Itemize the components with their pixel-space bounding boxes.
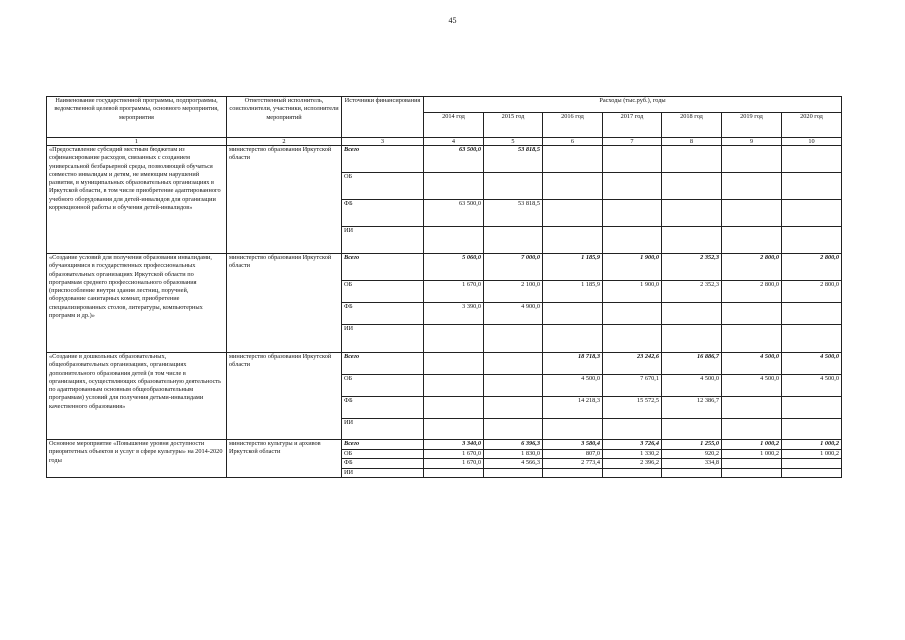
expense-value [424,173,484,200]
expense-value: 18 718,3 [543,353,603,375]
expense-value: 1 330,2 [603,450,662,459]
expense-value [424,353,484,375]
expense-value [782,419,842,440]
expense-value: 7 670,1 [603,375,662,397]
header-responsible: Ответственный исполнитель, соисполнители, участники, исполнители мероприятий [227,97,342,138]
funding-source: ИИ [342,468,424,477]
expense-value: 1 670,0 [424,281,484,303]
expense-value [782,173,842,200]
expense-value: 15 572,5 [603,397,662,419]
expense-value: 6 396,3 [484,440,543,450]
expense-value: 2 800,0 [722,254,782,281]
measure-description: Основное мероприятие «Повышение уровня доступности приоритетных объектов и услуг в сфере культуры» на 2014-2020 годы [47,440,227,478]
expense-value [722,227,782,254]
expense-value: 920,2 [662,450,722,459]
measure-responsible: министерство образования Иркутской области [227,254,342,353]
expense-value [543,146,603,173]
header-year: 2014 год [424,113,484,138]
measure-description: «Создание условий для получения образования инвалидами, обучающимися в государственных профессиональных образовательных организациях Иркутской области по программам среднего профессионального образования (приспособление внутри здания лестниц, поручней, оборудование санитарных комнат, приобретение специализированных столов, литературы, компьютерных программ и др.)» [47,254,227,353]
funding-source: ИИ [342,227,424,254]
expense-value: 3 390,0 [424,303,484,325]
funding-source: Всего [342,254,424,281]
measure-description: «Предоставление субсидий местным бюджетам из софинансирование расходов, связанных с созданием универсальной безбарьерной среды, позволяющей обучаться совместно инвалидам и детям, не имеющим нарушений развития, в муниципальных образовательных организациях в Иркутской области, в том числе приобретение адаптированного учебного оборудования для детей-инвалидов для организации коррекционной работы и обучения детей-инвалидов» [47,146,227,254]
expense-value [722,459,782,468]
expense-value [782,325,842,353]
expense-value [603,303,662,325]
expense-value [662,468,722,477]
expense-value: 53 818,5 [484,200,543,227]
measure-responsible: министерство культуры и архивов Иркутской области [227,440,342,478]
funding-source: ОБ [342,173,424,200]
expense-value [603,146,662,173]
expense-value [424,227,484,254]
column-number: 2 [227,138,342,146]
expense-value [424,419,484,440]
expense-value: 1 900,0 [603,254,662,281]
expense-value: 4 500,0 [722,353,782,375]
header-year: 2016 год [543,113,603,138]
expense-value [484,468,543,477]
expense-value: 1 000,2 [782,440,842,450]
funding-source: ФБ [342,397,424,419]
expense-value [782,227,842,254]
expense-value: 2 773,4 [543,459,603,468]
expense-value [543,303,603,325]
expense-value: 14 218,3 [543,397,603,419]
funding-source: Всего [342,440,424,450]
column-number: 8 [662,138,722,146]
header-year: 2019 год [722,113,782,138]
header-expenses: Расходы (тыс.руб.), годы [424,97,842,113]
expense-value [543,200,603,227]
expense-value [722,419,782,440]
expense-value: 2 800,0 [722,281,782,303]
expense-value [662,173,722,200]
expense-value: 2 352,3 [662,281,722,303]
funding-source: ИИ [342,325,424,353]
expense-value: 63 500,0 [424,146,484,173]
funding-source: ИИ [342,419,424,440]
expense-value [782,459,842,468]
column-number: 9 [722,138,782,146]
funding-source: ФБ [342,200,424,227]
expense-value: 4 500,0 [782,353,842,375]
expense-value [603,325,662,353]
column-number: 1 [47,138,227,146]
header-year: 2020 год [782,113,842,138]
expense-value [484,375,543,397]
expense-value: 16 886,7 [662,353,722,375]
column-number: 3 [342,138,424,146]
expense-value: 1 000,2 [782,450,842,459]
expense-value [662,325,722,353]
funding-source: ФБ [342,303,424,325]
page-number: 45 [448,16,457,25]
expense-value [722,173,782,200]
expense-value: 3 340,0 [424,440,484,450]
expense-value: 1 900,0 [603,281,662,303]
expense-value [722,468,782,477]
expense-value [424,468,484,477]
table-row [47,146,842,173]
expense-value [603,173,662,200]
expense-value: 4 900,0 [484,303,543,325]
table-row [47,254,842,281]
table-row [47,440,842,450]
expense-value [484,397,543,419]
expense-value: 23 242,6 [603,353,662,375]
expense-value: 334,8 [662,459,722,468]
expense-value: 1 000,2 [722,440,782,450]
measure-description: «Создание в дошкольных образовательных, общеобразовательных организациях, организациях дополнительного образования детей (в том числе в организациях, осуществляющих образовательную деятельность по адаптированным основным общеобразовательным программам) условий для получения детьми-инвалидами качественного образования» [47,353,227,440]
expense-value [782,303,842,325]
header-year: 2017 год [603,113,662,138]
expense-value [484,325,543,353]
expense-value [424,375,484,397]
expense-value [782,397,842,419]
expense-value: 2 100,0 [484,281,543,303]
expense-value: 807,0 [543,450,603,459]
expense-value [722,303,782,325]
expense-value: 1 670,0 [424,450,484,459]
expense-value: 7 000,0 [484,254,543,281]
funding-source: Всего [342,353,424,375]
funding-source: ФБ [342,459,424,468]
measure-responsible: министерство образования Иркутской области [227,353,342,440]
expense-value: 2 800,0 [782,281,842,303]
expense-value [782,146,842,173]
expense-value [603,227,662,254]
expense-value: 5 060,0 [424,254,484,281]
expense-value: 1 185,9 [543,254,603,281]
header-year: 2018 год [662,113,722,138]
expense-value [424,397,484,419]
expense-value: 4 566,3 [484,459,543,468]
header-name: Наименование государственной программы, подпрограммы, ведомственной целевой программы, основного мероприятия, мероприятия [47,97,227,138]
expense-value [722,146,782,173]
expense-value: 1 670,0 [424,459,484,468]
expense-value: 1 830,0 [484,450,543,459]
table-row [47,353,842,375]
expense-value [543,325,603,353]
header-sources: Источники финансирования [342,97,424,138]
expense-value [484,173,543,200]
column-number: 5 [484,138,543,146]
expense-value [543,419,603,440]
expense-value: 2 396,2 [603,459,662,468]
expense-value [722,397,782,419]
expense-value [603,419,662,440]
funding-source: ОБ [342,281,424,303]
expense-value [662,146,722,173]
expense-value: 4 500,0 [662,375,722,397]
expense-value [484,353,543,375]
column-number-row [47,138,842,146]
expense-value [484,419,543,440]
expense-value [484,227,543,254]
header-year: 2015 год [484,113,543,138]
funding-source: ОБ [342,375,424,397]
expense-value [662,419,722,440]
expense-value: 2 800,0 [782,254,842,281]
expense-value [543,227,603,254]
measure-responsible: министерство образования Иркутской области [227,146,342,254]
expense-value [424,325,484,353]
expense-value: 2 352,3 [662,254,722,281]
expense-value [662,200,722,227]
expense-value [603,200,662,227]
column-number: 7 [603,138,662,146]
expense-value [603,468,662,477]
expense-value [722,200,782,227]
expense-value: 1 185,9 [543,281,603,303]
expense-value [662,303,722,325]
column-number: 6 [543,138,603,146]
funding-source: Всего [342,146,424,173]
budget-table [46,96,842,478]
expense-value: 12 386,7 [662,397,722,419]
expense-value: 4 500,0 [782,375,842,397]
expense-value: 3 580,4 [543,440,603,450]
expense-value: 4 500,0 [722,375,782,397]
expense-value: 4 500,0 [543,375,603,397]
funding-source: ОБ [342,450,424,459]
expense-value [782,468,842,477]
expense-value [662,227,722,254]
expense-value [722,325,782,353]
expense-value: 63 500,0 [424,200,484,227]
expense-value: 3 726,4 [603,440,662,450]
expense-value: 53 818,5 [484,146,543,173]
column-number: 10 [782,138,842,146]
expense-value: 1 255,0 [662,440,722,450]
expense-value [543,173,603,200]
expense-value [543,468,603,477]
expense-value [782,200,842,227]
column-number: 4 [424,138,484,146]
expense-value: 1 000,2 [722,450,782,459]
